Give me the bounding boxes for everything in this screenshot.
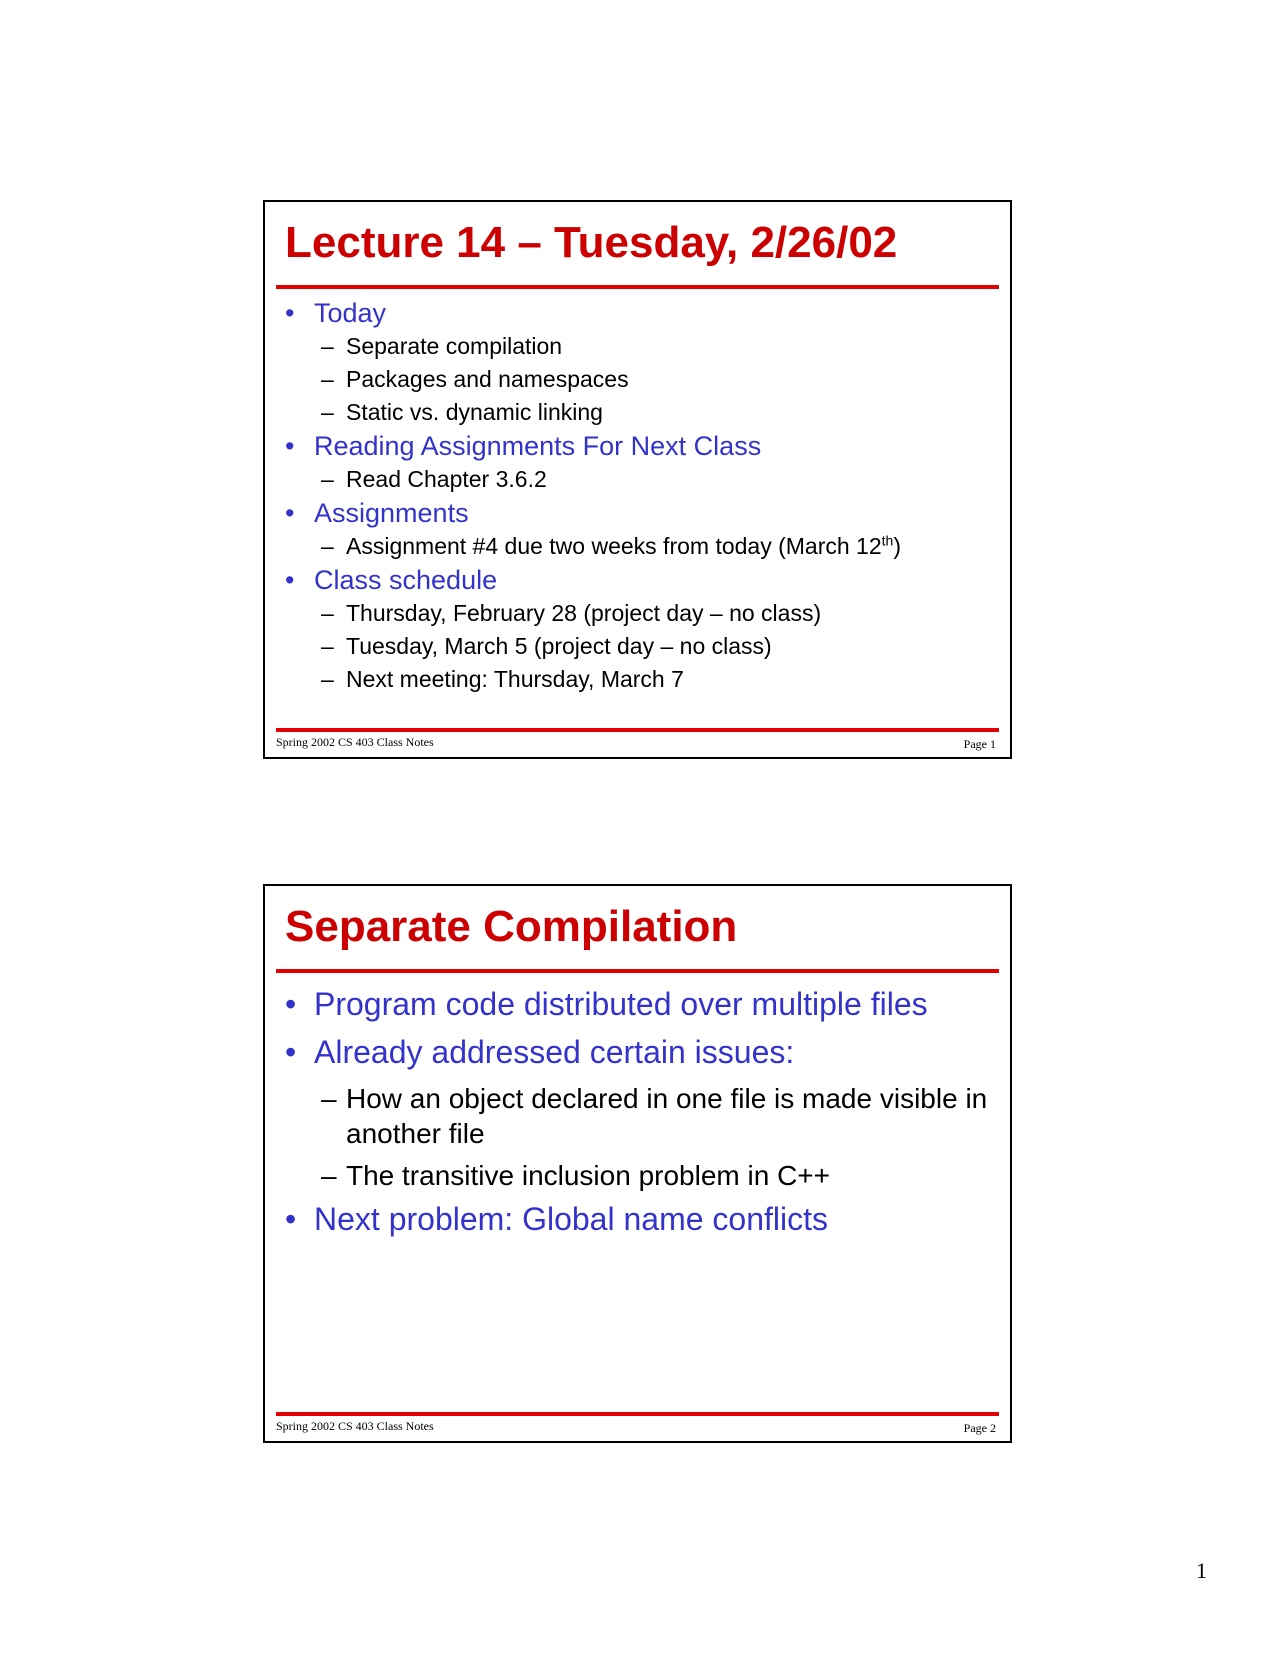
sub-item: – Assignment #4 due two weeks from today (March 12th) bbox=[285, 530, 1000, 563]
sub-item: – The transitive inclusion problem in C++ bbox=[321, 1160, 831, 1191]
footer-course: Spring 2002 CS 403 Class Notes bbox=[276, 1419, 434, 1433]
bullet-next-problem: • Next problem: Global name conflicts bbox=[285, 1201, 828, 1237]
dash-icon: – bbox=[321, 1160, 337, 1191]
bullet-icon: • bbox=[285, 298, 295, 328]
dash-icon: – bbox=[321, 600, 334, 626]
dash-icon: – bbox=[321, 1083, 337, 1114]
bullet-program-code: • Program code distributed over multiple files bbox=[285, 986, 928, 1022]
slide-content bbox=[285, 984, 1000, 1239]
sub-item: – Read Chapter 3.6.2 bbox=[285, 463, 1000, 496]
sub-item: – Tuesday, March 5 (project day – no class) bbox=[285, 630, 1000, 663]
dash-icon: – bbox=[321, 466, 334, 492]
bullet-icon: • bbox=[285, 1201, 297, 1237]
slide-title: Lecture 14 – Tuesday, 2/26/02 bbox=[285, 218, 898, 267]
slide-title: Separate Compilation bbox=[285, 902, 738, 951]
superscript: th bbox=[881, 532, 894, 549]
bullet-assignments: • Assignments bbox=[285, 498, 469, 528]
bullet-reading-assignments: • Reading Assignments For Next Class bbox=[285, 431, 762, 461]
dash-icon: – bbox=[321, 333, 334, 359]
footer-page: Page 1 bbox=[963, 737, 996, 751]
title-rule bbox=[276, 969, 999, 973]
footer-course: Spring 2002 CS 403 Class Notes bbox=[276, 735, 434, 749]
dash-icon: – bbox=[321, 366, 334, 392]
footer-page: Page 2 bbox=[963, 1421, 996, 1435]
slide-content bbox=[285, 296, 1000, 696]
footer-rule bbox=[276, 1412, 999, 1416]
footer-rule bbox=[276, 728, 999, 732]
dash-icon: – bbox=[321, 399, 334, 425]
slide-1 bbox=[263, 200, 1012, 759]
bullet-icon: • bbox=[285, 565, 295, 595]
bullet-today: • Today bbox=[285, 298, 387, 328]
page-number: 1 bbox=[1196, 1558, 1207, 1583]
sub-item: – How an object declared in one file is made visible in another file bbox=[321, 1083, 988, 1149]
bullet-icon: • bbox=[285, 431, 295, 461]
slide-2 bbox=[263, 884, 1012, 1443]
sub-item: – Static vs. dynamic linking bbox=[285, 396, 1000, 429]
dash-icon: – bbox=[321, 533, 334, 559]
bullet-icon: • bbox=[285, 986, 297, 1022]
dash-icon: – bbox=[321, 666, 334, 692]
bullet-class-schedule: • Class schedule bbox=[285, 565, 498, 595]
bullet-icon: • bbox=[285, 498, 295, 528]
dash-icon: – bbox=[321, 633, 334, 659]
sub-item: – Packages and namespaces bbox=[285, 363, 1000, 396]
bullet-icon: • bbox=[285, 1034, 297, 1070]
sub-item: – Separate compilation bbox=[285, 330, 1000, 363]
title-rule bbox=[276, 285, 999, 289]
sub-item: – Next meeting: Thursday, March 7 bbox=[285, 663, 1000, 696]
sub-item: – Thursday, February 28 (project day – no class) bbox=[285, 597, 1000, 630]
bullet-already-addressed: • Already addressed certain issues: bbox=[285, 1034, 795, 1070]
